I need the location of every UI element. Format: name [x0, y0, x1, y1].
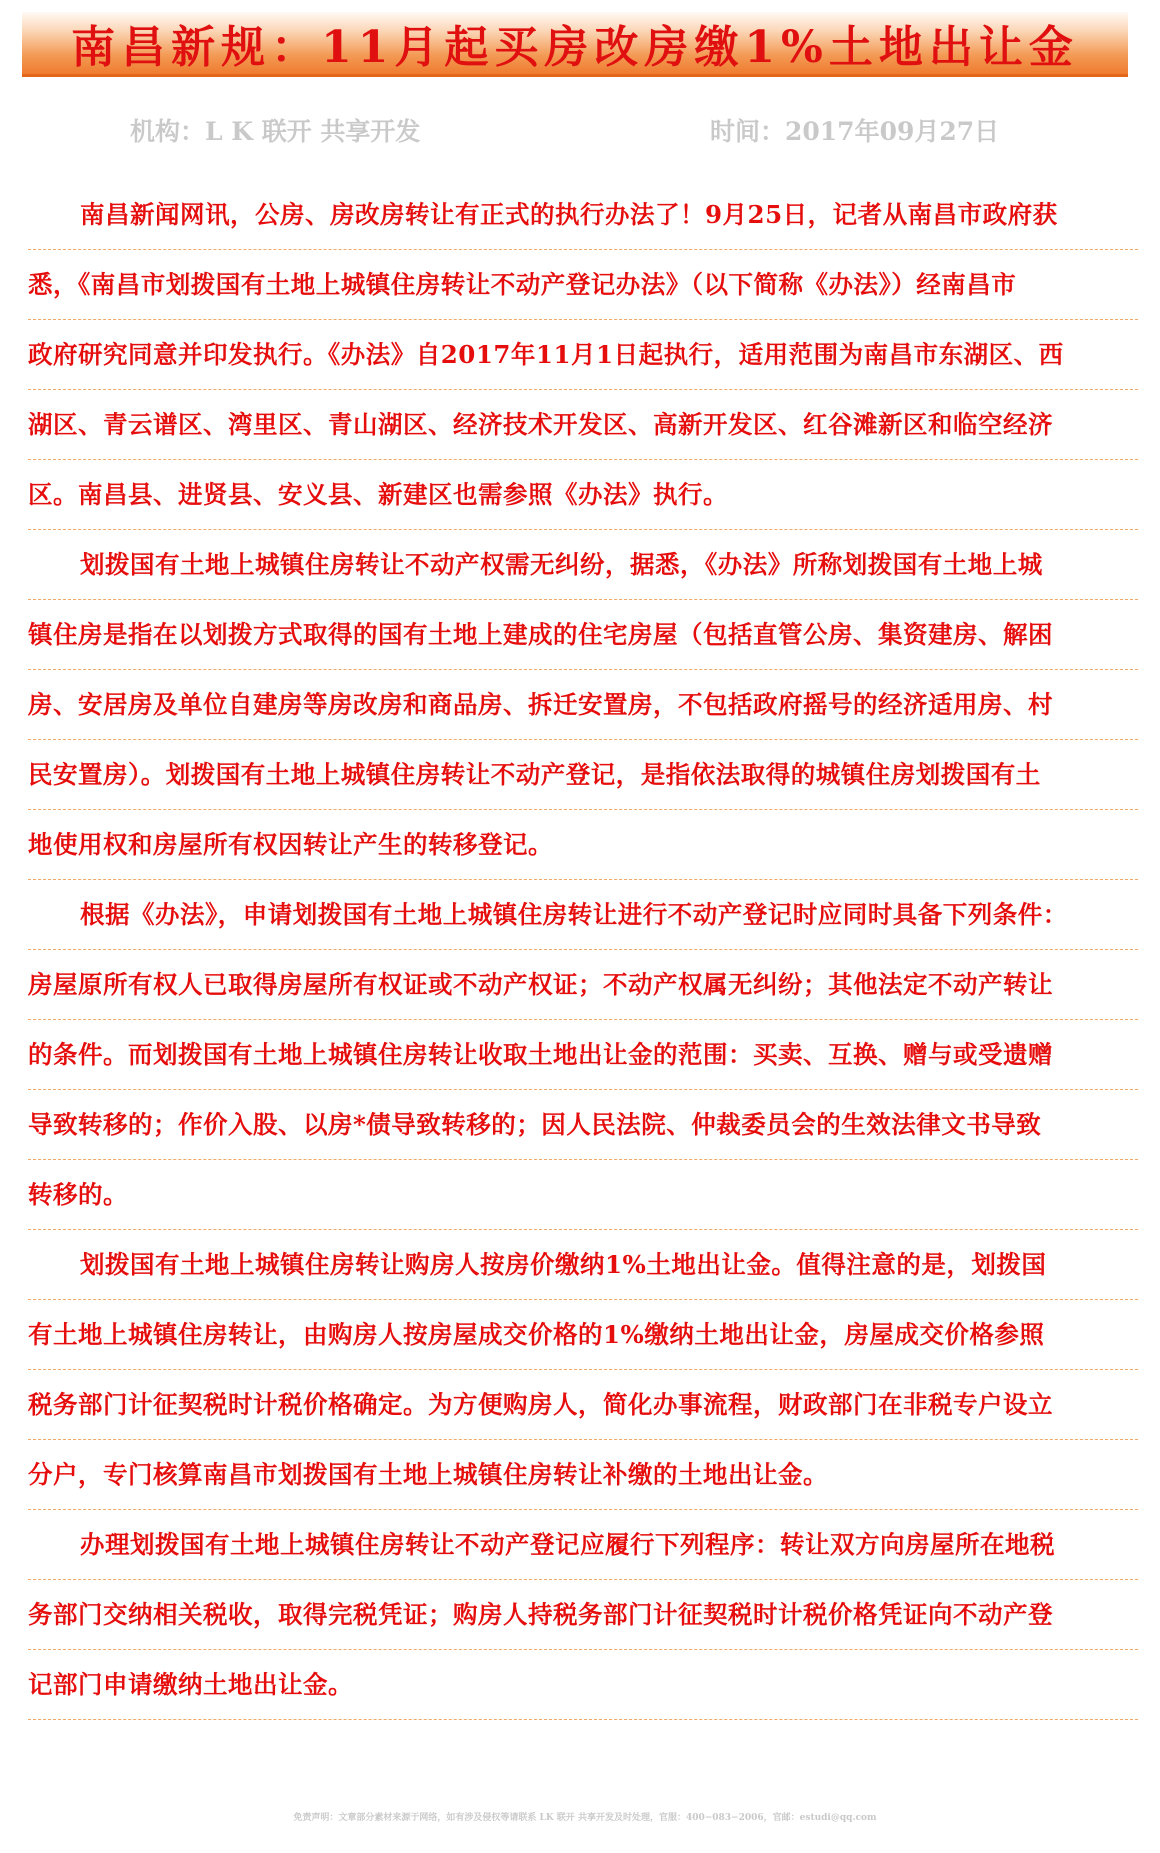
body-line — [28, 950, 1138, 1020]
body-line-text: 镇住房是指在以划拨方式取得的国有土地上建成的住宅房屋（包括直管公房、集资建房、解困 — [28, 620, 1053, 649]
body-line-text: 划拨国有土地上城镇住房转让购房人按房价缴纳1%土地出让金。值得注意的是，划拨国 — [80, 1250, 1047, 1279]
body-line — [28, 1370, 1138, 1440]
body-line-text: 导致转移的；作价入股、以房*债导致转移的；因人民法院、仲裁委员会的生效法律文书导致 — [28, 1110, 1042, 1139]
body-line-text: 民安置房）。划拨国有土地上城镇住房转让不动产登记，是指依法取得的城镇住房划拨国有土 — [28, 760, 1041, 789]
body-line — [28, 670, 1138, 740]
body-line-text: 根据《办法》，申请划拨国有土地上城镇住房转让进行不动产登记时应同时具备下列条件： — [80, 900, 1068, 929]
title-banner — [22, 12, 1128, 77]
body-line — [28, 1230, 1138, 1300]
body-line — [28, 530, 1138, 600]
body-line-text: 区。南昌县、进贤县、安义县、新建区也需参照《办法》执行。 — [28, 480, 728, 509]
body-line-text: 地使用权和房屋所有权因转让产生的转移登记。 — [28, 830, 553, 859]
body-line — [28, 1650, 1138, 1720]
body-line-text: 划拨国有土地上城镇住房转让不动产权需无纠纷，据悉，《办法》所称划拨国有土地上城 — [80, 550, 1043, 579]
body-line — [28, 600, 1138, 670]
body-line — [28, 1440, 1138, 1510]
body-line — [28, 1580, 1138, 1650]
body-line-text: 的条件。而划拨国有土地上城镇住房转让收取土地出让金的范围：买卖、互换、赠与或受遗赠 — [28, 1040, 1053, 1069]
article-body — [28, 180, 1138, 1720]
body-line-text: 记部门申请缴纳土地出让金。 — [28, 1670, 353, 1699]
body-line — [28, 1160, 1138, 1230]
body-line-text: 悉，《南昌市划拨国有土地上城镇住房转让不动产登记办法》（以下简称《办法》）经南昌市 — [28, 270, 1017, 299]
body-line — [28, 880, 1138, 950]
body-line-text: 南昌新闻网讯，公房、房改房转让有正式的执行办法了！9月25日，记者从南昌市政府获 — [80, 200, 1058, 229]
body-line — [28, 740, 1138, 810]
body-line — [28, 390, 1138, 460]
article-org: 机构：L K 联开 共享开发 — [130, 117, 421, 146]
article-time: 时间：2017年09月27日 — [710, 117, 1000, 146]
body-line-text: 政府研究同意并印发执行。《办法》自2017年11月1日起执行，适用范围为南昌市东湖区、西 — [28, 340, 1064, 369]
body-line-text: 房屋原所有权人已取得房屋所有权证或不动产权证；不动产权属无纠纷；其他法定不动产转让 — [28, 970, 1053, 999]
body-line — [28, 1090, 1138, 1160]
body-line — [28, 1300, 1138, 1370]
disclaimer: 免责声明：文章部分素材来源于网络，如有涉及侵权等请联系 LK 联开 共享开发及时处理，官服：400−083−2006，官邮：estudi@qq.com — [293, 1813, 877, 1823]
body-line — [28, 1510, 1138, 1580]
body-line — [28, 250, 1138, 320]
body-line-text: 有土地上城镇住房转让，由购房人按房屋成交价格的1%缴纳土地出让金，房屋成交价格参照 — [28, 1320, 1045, 1349]
body-line — [28, 810, 1138, 880]
body-line-text: 房、安居房及单位自建房等房改房和商品房、拆迁安置房，不包括政府摇号的经济适用房、村 — [28, 690, 1053, 719]
body-line-text: 办理划拨国有土地上城镇住房转让不动产登记应履行下列程序：转让双方向房屋所在地税 — [80, 1530, 1055, 1559]
body-line — [28, 460, 1138, 530]
body-line — [28, 180, 1138, 250]
article-title: 南昌新规：11月起买房改房缴1%土地出让金 — [71, 22, 1079, 73]
body-line-text: 分户，专门核算南昌市划拨国有土地上城镇住房转让补缴的土地出让金。 — [28, 1460, 828, 1489]
body-line-text: 务部门交纳相关税收，取得完税凭证；购房人持税务部门计征契税时计税价格凭证向不动产登 — [28, 1600, 1053, 1629]
body-line — [28, 320, 1138, 390]
body-line-text: 税务部门计征契税时计税价格确定。为方便购房人，简化办事流程，财政部门在非税专户设立 — [28, 1390, 1053, 1419]
body-line — [28, 1020, 1138, 1090]
body-line-text: 转移的。 — [28, 1180, 128, 1209]
body-line-text: 湖区、青云谱区、湾里区、青山湖区、经济技术开发区、高新开发区、红谷滩新区和临空经济 — [28, 410, 1053, 439]
